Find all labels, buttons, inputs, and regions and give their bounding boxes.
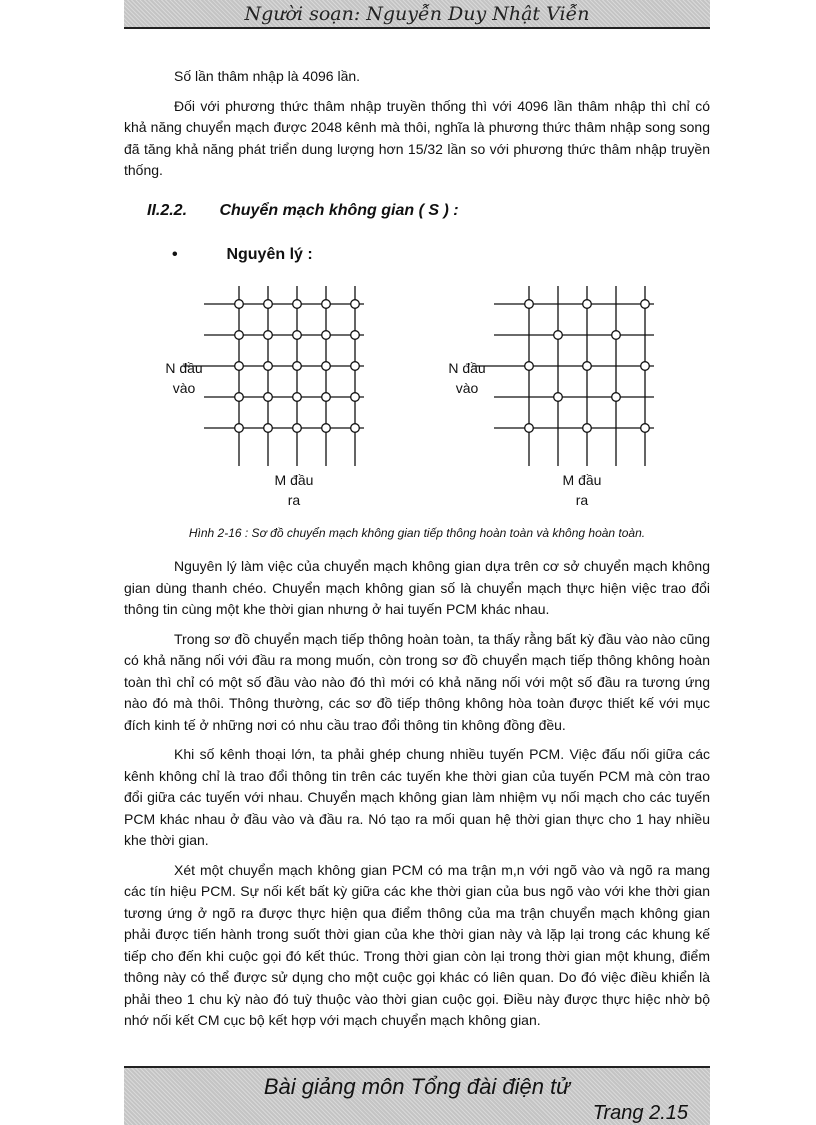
bullet-symbol: • (172, 246, 178, 263)
output-label-left-line1: M đầu (274, 472, 314, 488)
intro-text (124, 66, 710, 190)
body-paragraph-1: Nguyên lý làm việc của chuyển mạch không gian dựa trên cơ sở chuyển mạch không gian dùng thanh chéo. Chuyển mạch không gian số là chuyển mạch thực hiện việc trao đổi thông tin cùng một khe thời gian nhưng ở hai tuyến PCM khác nhau. (124, 558, 710, 617)
crosspoint (612, 331, 621, 340)
crosspoint (525, 300, 534, 309)
crosspoint (641, 362, 650, 371)
body-text (124, 556, 710, 1040)
body-paragraph-3: Khi số kênh thoại lớn, ta phải ghép chung nhiều tuyến PCM. Việc đấu nối giữa các kênh không chỉ là trao đổi thông tin trên các tuyến khe thời gian của tuyến PCM mà còn trao đổi giữa các tuyến với nhau. Chuyển mạch không gian làm nhiệm vụ nối mạch cho các tuyến PCM khác nhau ở đầu vào và đầu ra. Nó tạo ra mối quan hệ thời gian thực cho 1 hay nhiều khe thời gian. (124, 746, 710, 848)
crosspoint (264, 393, 273, 402)
bullet-text: Nguyên lý : (226, 246, 313, 263)
input-label-right-line2: vào (455, 380, 479, 396)
crosspoint (583, 300, 592, 309)
footer-title: Bài giảng môn Tổng đài điện tử (263, 1074, 571, 1099)
crosspoint (293, 362, 302, 371)
crosspoint (351, 424, 360, 433)
header-author: Người soạn: Nguyễn Duy Nhật Viễn (244, 2, 590, 25)
crosspoint (235, 300, 244, 309)
crosspoint (235, 331, 244, 340)
diagram-svg (124, 280, 710, 520)
crosspoint (293, 393, 302, 402)
input-label-left-line2: vào (172, 380, 196, 396)
crosspoint (293, 300, 302, 309)
section-heading (147, 202, 459, 220)
crosspoint (264, 424, 273, 433)
crosspoint (612, 393, 621, 402)
output-label-left (264, 470, 324, 510)
crosspoint (525, 424, 534, 433)
switching-diagram (124, 280, 710, 520)
crosspoint (641, 300, 650, 309)
section-title: Chuyển mạch không gian ( S ) : (219, 202, 459, 219)
crosspoint (235, 362, 244, 371)
crosspoint (641, 424, 650, 433)
crosspoint (264, 331, 273, 340)
crosspoint (322, 331, 331, 340)
page-number: Trang 2.15 (592, 1102, 688, 1124)
crosspoint (235, 424, 244, 433)
section-number: II.2.2. (147, 202, 188, 219)
page-footer (124, 1066, 710, 1125)
figure-caption: Hình 2-16 : Sơ đồ chuyển mạch không gian tiếp thông hoàn toàn và không hoàn toàn. (188, 526, 646, 540)
body-paragraph-4: Xét một chuyển mạch không gian PCM có ma trận m,n với ngõ vào và ngõ ra mang các tín hiệu PCM. Sự nối kết bất kỳ giữa các khe thời gian của bus ngõ vào với khe thời gian tương ứng ở ngõ ra được thực hiện qua điểm thông của ma trận chuyển mạch không gian phải được tiến hành trong suốt thời gian của khe thời gian này và lặp lại trong các khung kế tiếp cho đến khi cuộc gọi đó kết thúc. Trong thời gian còn lại trong thời gian một khung, điểm thông này có thể được sử dụng cho một cuộc gọi khác có liên quan. Do đó việc điều khiển là phải theo 1 chu kỳ nào đó tuỳ thuộc vào thời gian cuộc gọi. Điều này được thực hiệc nhờ bộ nhớ nối kết CM cục bộ kết hợp với mạch chuyển mạch không gian. (124, 861, 710, 1028)
intro-paragraph-1: Số lần thâm nhập là 4096 lần. (174, 68, 361, 84)
crosspoint (264, 362, 273, 371)
input-label-right (437, 358, 497, 398)
crosspoint (322, 424, 331, 433)
crosspoint (554, 331, 563, 340)
crosspoint (293, 424, 302, 433)
input-label-right-line1: N đầu (448, 360, 486, 376)
crosspoint (322, 362, 331, 371)
crosspoint (583, 424, 592, 433)
page-header (124, 0, 710, 29)
intro-paragraph-2: Đối với phương thức thâm nhập truyền thống thì với 4096 lần thâm nhập thì chỉ có khả năng chuyển mạch được 2048 kênh mà thôi, nghĩa là phương thức thâm nhập song song đã tăng khả năng phát triển dung lượng hơn 15/32 lần so với phương thức thâm nhập truyền thống. (124, 97, 710, 178)
crosspoint (322, 393, 331, 402)
input-label-left (154, 358, 214, 398)
output-label-right-line2: ra (575, 492, 589, 508)
body-paragraph-2: Trong sơ đồ chuyển mạch tiếp thông hoàn toàn, ta thấy rằng bất kỳ đầu vào nào cũng có khả năng nối với đầu ra mong muốn, còn trong sơ đồ chuyển mạch tiếp thông không hoàn toàn thì chỉ có một số đầu vào nào đó thì mới có khả năng nối với một số đầu ra tương ứng nào đó mà thôi. Thông thường, các sơ đồ tiếp thông không hòa toàn được thiết kế với mục đích kinh tế ở những nơi có nhu cầu trao đổi thông tin không đồng đều. (124, 630, 710, 733)
crosspoint (322, 300, 331, 309)
crosspoint (351, 331, 360, 340)
crosspoint (264, 300, 273, 309)
partial-access-matrix (472, 286, 654, 466)
output-label-right-line1: M đầu (562, 472, 602, 488)
input-label-left-line1: N đầu (165, 360, 203, 376)
crosspoint (583, 362, 592, 371)
crosspoint (525, 362, 534, 371)
output-label-left-line2: ra (287, 492, 301, 508)
output-label-right (552, 470, 612, 510)
crosspoint (293, 331, 302, 340)
bullet-principle (172, 246, 313, 264)
crosspoint (351, 300, 360, 309)
crosspoint (351, 393, 360, 402)
crosspoint (554, 393, 563, 402)
crosspoint (351, 362, 360, 371)
crosspoint (235, 393, 244, 402)
